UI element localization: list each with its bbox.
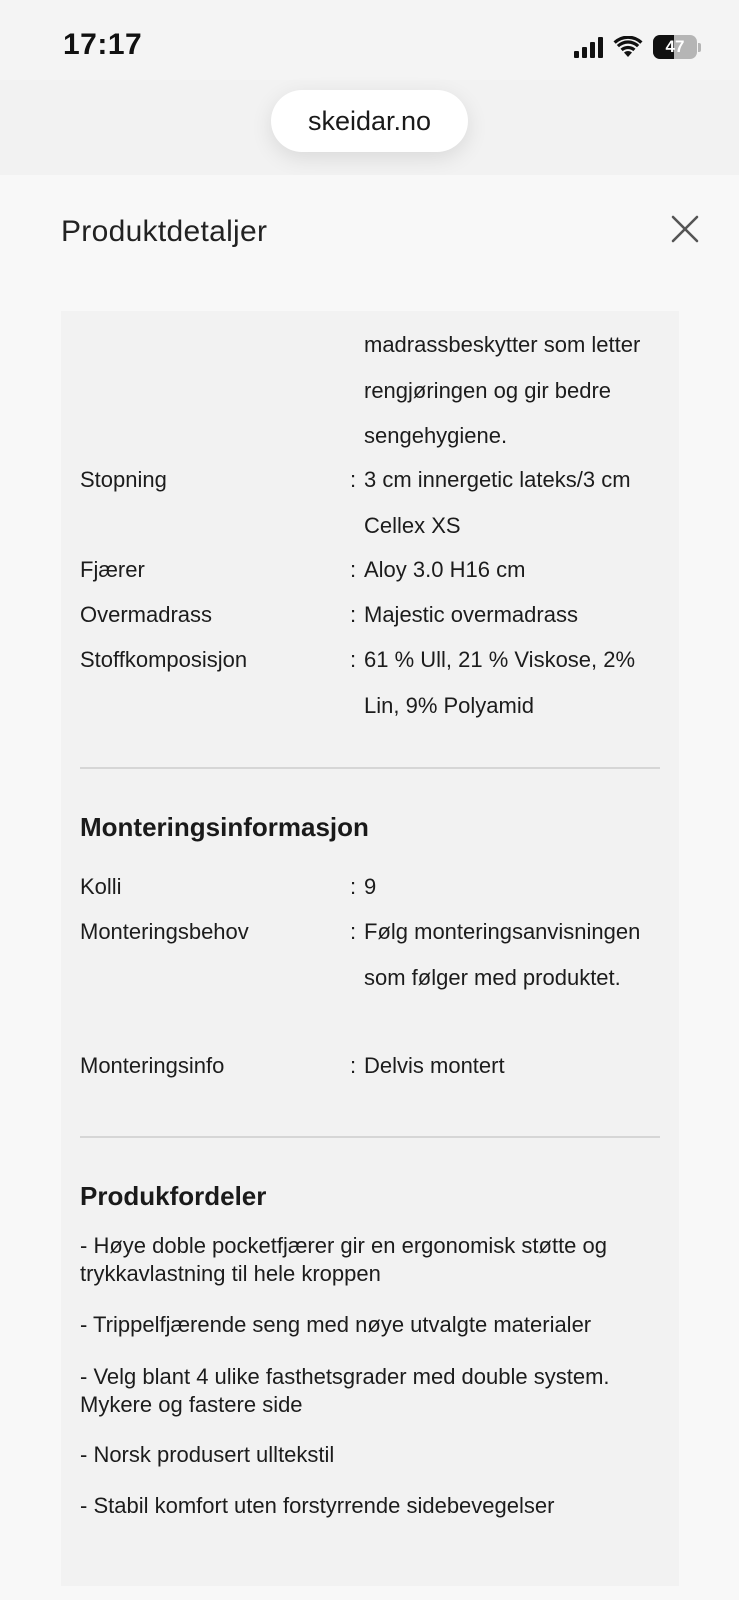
spec-value: Majestic overmadrass — [364, 602, 578, 627]
spec-value: 3 cm innergetic lateks/3 cm Cellex XS — [364, 467, 631, 538]
benefit-item: - Norsk produsert ulltekstil — [80, 1442, 335, 1467]
section-divider — [80, 1136, 660, 1138]
mounting-label: Monteringsinfo — [80, 1053, 225, 1078]
mounting-value: Delvis montert — [364, 1053, 505, 1078]
battery-icon — [653, 35, 697, 59]
battery-level: 47 — [665, 37, 685, 56]
benefit-item: - Stabil komfort uten forstyrrende sidebevegelser — [80, 1493, 555, 1518]
mounting-label: Monteringsbehov — [80, 919, 249, 944]
benefit-item: - Høye doble pocketfjærer gir en ergonomisk støtte og trykkavlastning til hele kroppen — [80, 1233, 608, 1286]
spec-label: Stoffkomposisjon — [80, 647, 248, 672]
spec-value: 61 % Ull, 21 % Viskose, 2% Lin, 9% Polyamid — [364, 647, 636, 718]
spec-value: Aloy 3.0 H16 cm — [364, 557, 526, 582]
mounting-colon: : — [350, 919, 357, 944]
spec-label: Overmadrass — [80, 602, 213, 627]
close-icon — [670, 214, 700, 244]
details-panel — [61, 311, 679, 1586]
benefit-item: - Velg blant 4 ulike fasthetsgrader med double system. Mykere og fastere side — [80, 1364, 610, 1417]
status-icons — [574, 34, 701, 60]
mounting-colon: : — [350, 1053, 357, 1078]
mounting-label: Kolli — [80, 874, 122, 899]
section-divider — [80, 767, 660, 769]
benefit-item: - Trippelfjærende seng med nøye utvalgte materialer — [80, 1312, 592, 1337]
spec-label: Fjærer — [80, 557, 145, 582]
mounting-colon: : — [350, 874, 357, 899]
spec-colon: : — [350, 602, 357, 627]
spec-label: Stopning — [80, 467, 167, 492]
spec-colon: : — [350, 467, 357, 492]
close-button[interactable] — [663, 207, 707, 251]
spec-colon: : — [350, 647, 357, 672]
cellular-signal-icon — [574, 36, 603, 58]
status-bar — [0, 0, 739, 90]
browser-bar — [0, 80, 739, 175]
modal-title: Produktdetaljer — [61, 215, 268, 248]
wifi-icon — [613, 36, 643, 58]
url-field[interactable]: skeidar.no — [271, 90, 468, 152]
benefits-heading: Produkfordeler — [80, 1181, 267, 1211]
spec-value: madrassbeskytter som letter rengjøringen og gir bedre sengehygiene. — [364, 332, 641, 448]
mounting-value: Følg monteringsanvisningen som følger med produktet. — [364, 919, 641, 990]
status-time: 17:17 — [63, 28, 143, 61]
mounting-heading: Monteringsinformasjon — [80, 812, 369, 842]
spec-colon: : — [350, 557, 357, 582]
product-details-modal — [0, 175, 739, 1600]
mounting-value: 9 — [364, 874, 377, 899]
